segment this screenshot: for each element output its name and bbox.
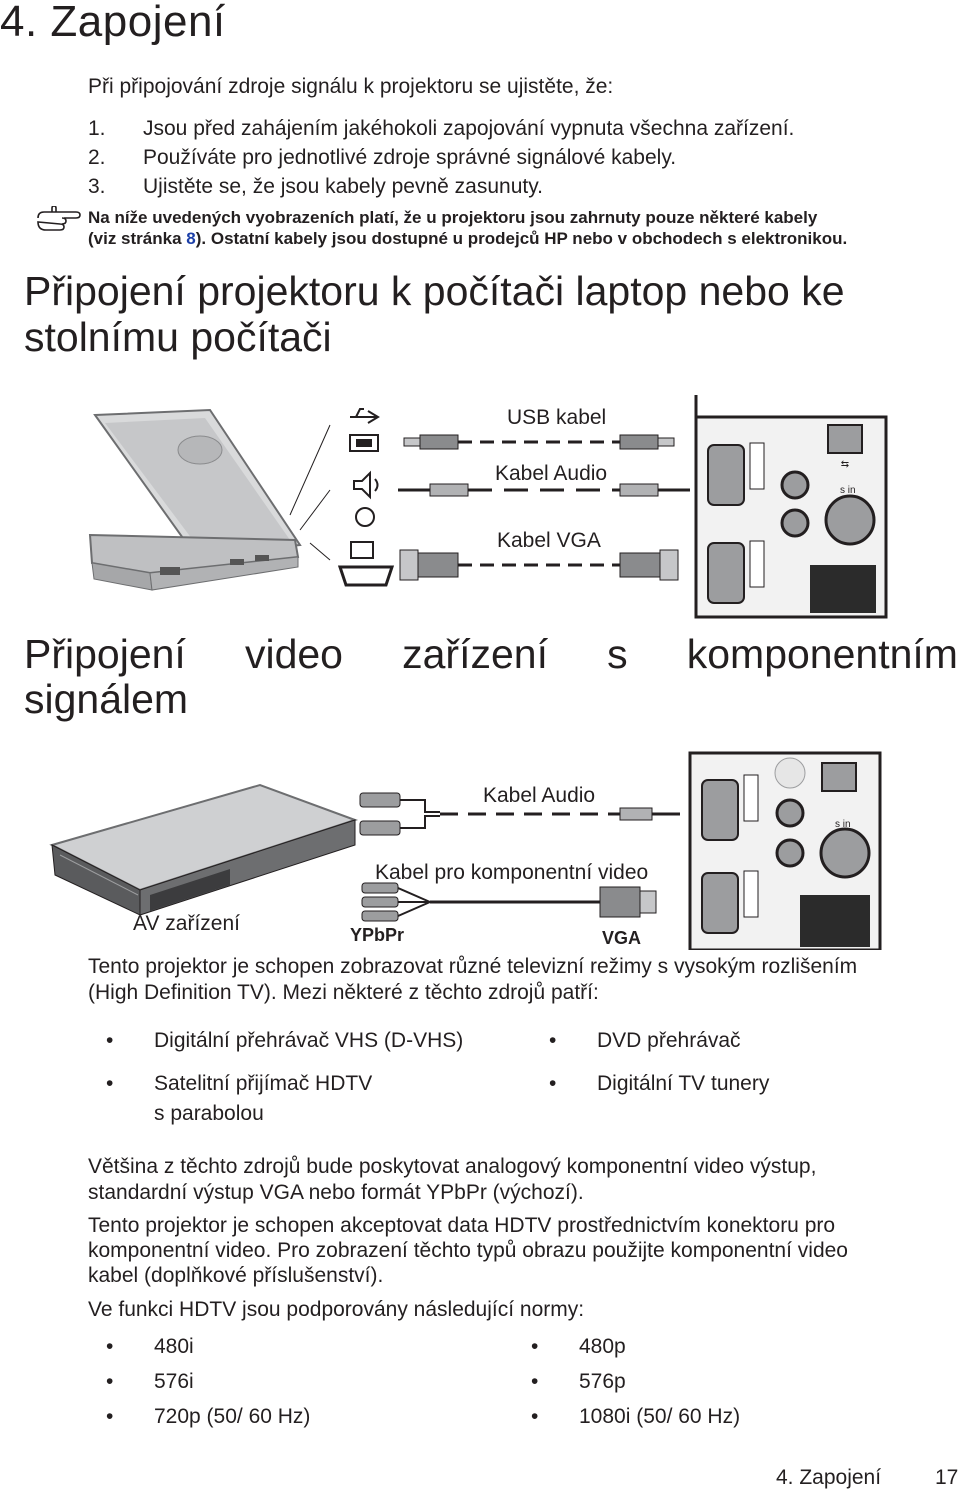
vga-port-icon (340, 567, 392, 585)
list-item: • 480i (154, 1334, 194, 1360)
paragraph-line: Ve funkci HDTV jsou podporovány následující normy: (88, 1298, 585, 1321)
footer-section: 4. Zapojení (776, 1466, 882, 1489)
computer-connection-diagram (0, 395, 960, 625)
note-line-2: (viz stránka 8). Ostatní kabely jsou dostupné u prodejců HP nebo v obchodech s elektronikou. (88, 229, 848, 248)
list-item: • Digitální přehrávač VHS (D-VHS) (154, 1028, 463, 1054)
audio-cable-label: Kabel Audio (483, 784, 596, 807)
vga-cable-label: Kabel VGA (497, 529, 601, 552)
ypbpr-label: YPbPr (350, 925, 405, 945)
vga-cable (400, 550, 678, 580)
checklist-num: 3. (88, 175, 106, 198)
list-item: • 720p (50/ 60 Hz) (154, 1404, 310, 1430)
port-icons (340, 409, 392, 585)
section2-title-line2: signálem (24, 676, 189, 722)
laptop-illustration (90, 410, 300, 590)
av-device-label: AV zařízení (133, 912, 240, 935)
panel-usb-label: ⇆ (840, 459, 850, 470)
checklist-num: 1. (88, 117, 106, 140)
page-number: 17 (935, 1466, 959, 1489)
usb-cable (404, 435, 674, 449)
pointing-hand-icon (36, 206, 86, 232)
panel2-s-in-label: s in (835, 819, 851, 830)
speaker-icon (354, 473, 370, 497)
list-item: • DVD přehrávač (597, 1028, 741, 1054)
paragraph-line: standardní výstup VGA nebo formát YPbPr (výchozí). (88, 1181, 584, 1204)
note-line-1: Na níže uvedených vyobrazeních platí, že u projektoru jsou zahrnuty pouze některé kabely (88, 208, 818, 227)
usb-cable-label: USB kabel (507, 406, 607, 429)
av-device-illustration (52, 785, 355, 915)
panel-s-in-label: s in (840, 485, 856, 496)
list-item: • Digitální TV tunery (597, 1071, 769, 1097)
list-item: • 576i (154, 1369, 194, 1395)
list-item-continuation: s parabolou (154, 1102, 264, 1125)
projector-panel-2 (690, 753, 880, 950)
monitor-icon (351, 542, 373, 558)
audio-cable-label: Kabel Audio (495, 462, 608, 485)
component-cable-label: Kabel pro komponentní video (375, 861, 649, 884)
section-title-line2: stolnímu počítači (24, 314, 332, 360)
list-item: • Satelitní přijímač HDTV (154, 1071, 372, 1097)
page-link[interactable]: 8 (186, 229, 196, 248)
intro-text: Při připojování zdroje signálu k projektoru se ujistěte, že: (88, 75, 614, 98)
component-cable (362, 883, 656, 921)
checklist-item: Jsou před zahájením jakéhokoli zapojování vypnuta všechna zařízení. (143, 117, 795, 140)
section-title: Připojení projektoru k počítači laptop nebo ke (24, 268, 845, 314)
paragraph-line: Tento projektor je schopen zobrazovat různé televizní režimy s vysokým rozlišením (88, 955, 858, 978)
list-item: • 480p (579, 1334, 626, 1360)
section2-title: Připojení video zařízení s komponentním (24, 631, 958, 677)
paragraph-line: Tento projektor je schopen akceptovat data HDTV prostřednictvím konektoru pro (88, 1214, 836, 1237)
usb-icon (350, 409, 378, 423)
audio-cable (398, 484, 690, 496)
paragraph-line: Většina z těchto zdrojů bude poskytovat analogový komponentní video výstup, (88, 1155, 817, 1178)
chapter-title: 4. Zapojení (0, 0, 226, 46)
checklist-item: Používáte pro jednotlivé zdroje správné signálové kabely. (143, 146, 677, 169)
av-device-diagram (0, 745, 960, 950)
list-item: • 1080i (50/ 60 Hz) (579, 1404, 740, 1430)
projector-panel-1 (696, 395, 886, 617)
audio-jack-icon (356, 508, 374, 526)
list-item: • 576p (579, 1369, 626, 1395)
paragraph-line: kabel (doplňkové příslušenství). (88, 1264, 384, 1287)
paragraph-line: komponentní video. Pro zobrazení těchto typů obrazu použijte komponentní video (88, 1239, 848, 1262)
paragraph-line: (High Definition TV). Mezi některé z těchto zdrojů patří: (88, 981, 599, 1004)
checklist-item: Ujistěte se, že jsou kabely pevně zasunuty. (143, 175, 543, 198)
checklist-num: 2. (88, 146, 106, 169)
vga-label: VGA (602, 928, 642, 948)
